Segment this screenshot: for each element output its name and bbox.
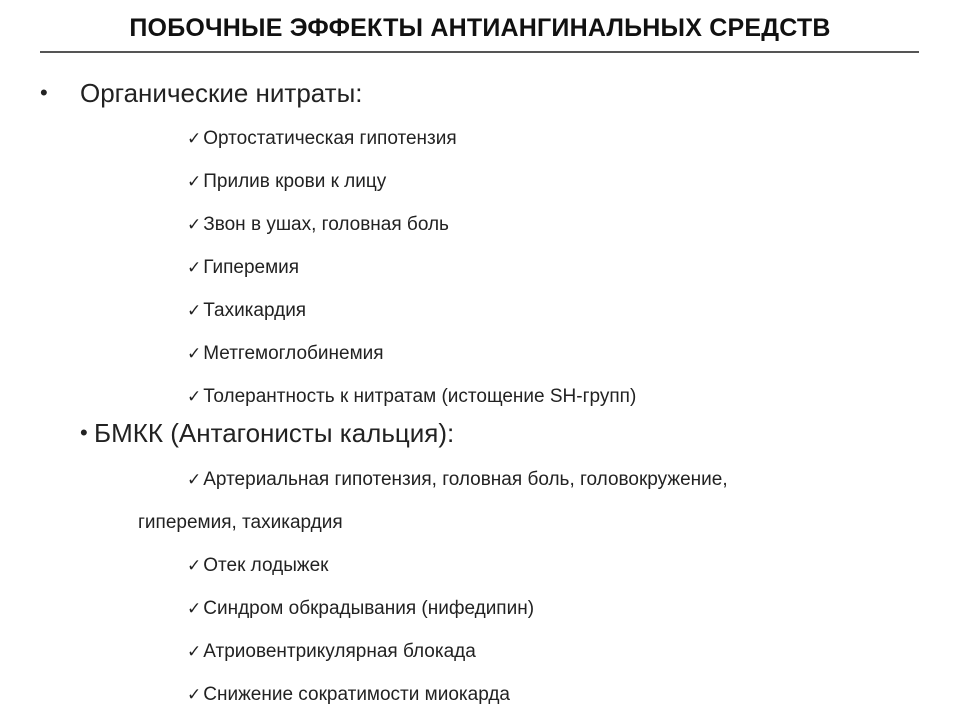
checkmark-icon: ✓ [187, 215, 202, 235]
checkmark-icon: ✓ [187, 129, 202, 149]
list-item-text: Снижение сократимости миокарда [203, 684, 510, 705]
checkmark-icon: ✓ [187, 556, 202, 576]
list-item-text: Артериальная гипотензия, головная боль, головокружение, [203, 469, 728, 490]
checkmark-icon: ✓ [187, 470, 202, 490]
slide-title: ПОБОЧНЫЕ ЭФФЕКТЫ АНТИАНГИНАЛЬНЫХ СРЕДСТВ [129, 14, 831, 42]
list-item-text: Атриовентрикулярная блокада [203, 641, 476, 662]
list-item-text: Звон в ушах, головная боль [203, 214, 449, 235]
list-item [187, 214, 449, 236]
checkmark-icon: ✓ [187, 172, 202, 192]
bullet-icon: • [40, 80, 48, 105]
list-item [187, 555, 328, 577]
list-item-text: Отек лодыжек [203, 555, 329, 576]
list-item-text: Синдром обкрадывания (нифедипин) [203, 598, 535, 619]
list-item [187, 598, 534, 620]
list-item [187, 343, 384, 365]
list-item-text: Тахикардия [203, 300, 307, 321]
checkmark-icon: ✓ [187, 685, 202, 705]
section-heading-text: Органические нитраты: [80, 78, 363, 108]
list-item [187, 257, 299, 279]
list-item-text: Гиперемия [203, 257, 300, 278]
list-item [187, 386, 636, 408]
list-item-text: Толерантность к нитратам (истощение SH-групп) [203, 386, 637, 407]
bullet-icon: • [80, 420, 88, 445]
checkmark-icon: ✓ [187, 301, 202, 321]
checkmark-icon: ✓ [187, 344, 202, 364]
title-divider [40, 51, 919, 53]
list-item [187, 684, 510, 706]
list-item [187, 469, 728, 491]
section-heading-calcium-antagonists [80, 418, 454, 449]
list-item [187, 171, 386, 193]
list-item [187, 128, 457, 150]
list-item-continuation [138, 512, 343, 534]
checkmark-icon: ✓ [187, 387, 202, 407]
section-heading-text: БМКК (Антагонисты кальция): [94, 418, 455, 448]
list-item-text: Метгемоглобинемия [203, 343, 384, 364]
checkmark-icon: ✓ [187, 642, 202, 662]
checkmark-icon: ✓ [187, 258, 202, 278]
section-heading-nitrates [40, 78, 362, 109]
list-item [187, 641, 476, 663]
checkmark-icon: ✓ [187, 599, 202, 619]
list-item-text: гиперемия, тахикардия [138, 512, 343, 533]
list-item-text: Прилив крови к лицу [203, 171, 387, 192]
list-item-text: Ортостатическая гипотензия [203, 128, 457, 149]
list-item [187, 300, 306, 322]
